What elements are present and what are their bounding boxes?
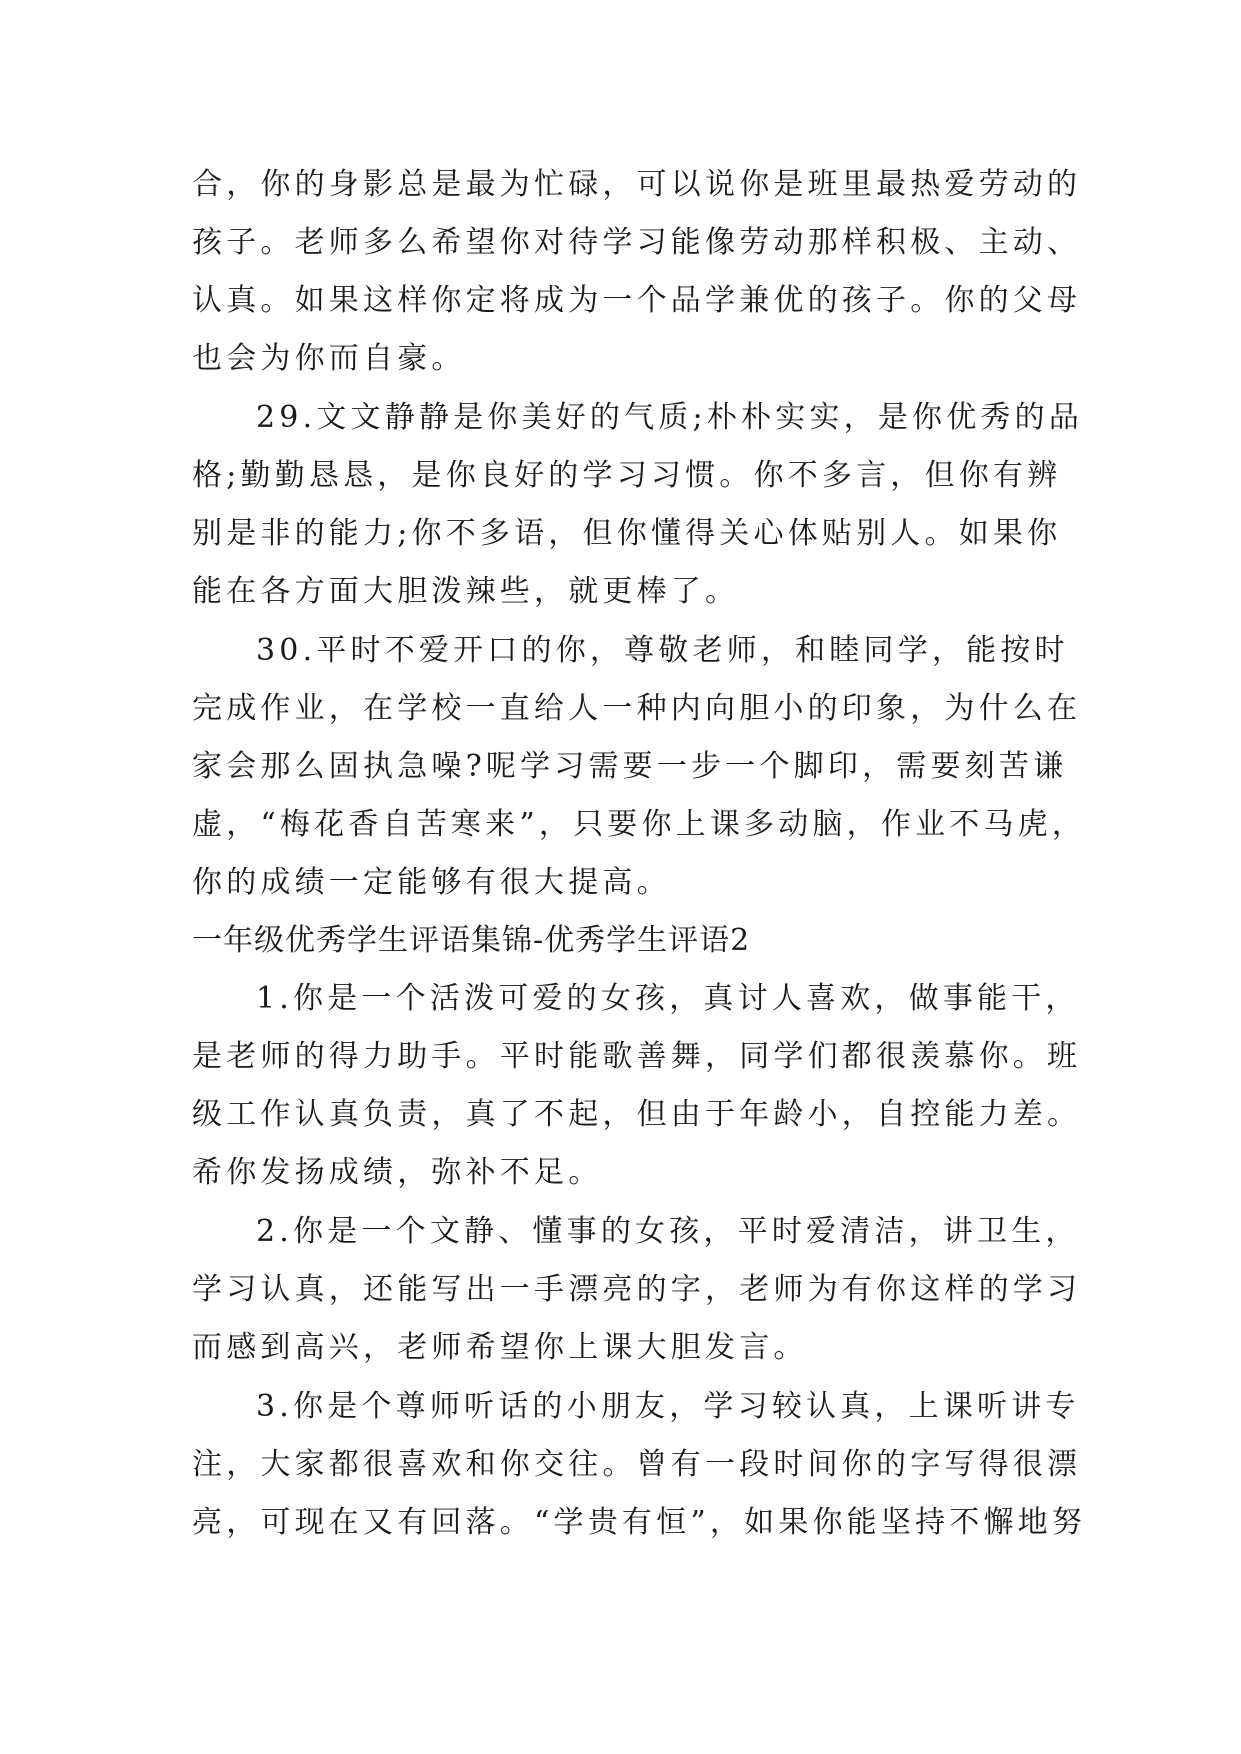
- text-line: 你的成绩一定能够有很大提高。: [192, 865, 671, 900]
- paragraph-29-start: 29.文文静静是你美好的气质;朴朴实实，是你优秀的品: [256, 400, 1084, 435]
- text-line: 是老师的得力助手。平时能歌善舞，同学们都很羡慕你。班: [192, 1039, 1082, 1074]
- text-line: 学习认真，还能写出一手漂亮的字，老师为有你这样的学习: [192, 1272, 1082, 1307]
- section-heading: 一年级优秀学生评语集锦-优秀学生评语2: [192, 923, 751, 958]
- text-line: 格;勤勤恳恳，是你良好的学习习惯。你不多言，但你有辨: [192, 458, 1062, 493]
- paragraph-1-start: 1.你是一个活泼可爱的女孩，真讨人喜欢，做事能干，: [256, 981, 1080, 1016]
- text-line: 认真。如果这样你定将成为一个品学兼优的孩子。你的父母: [192, 283, 1082, 318]
- text-line: 级工作认真负责，真了不起，但由于年龄小，自控能力差。: [192, 1097, 1082, 1132]
- text-line: 希你发扬成绩，弥补不足。: [192, 1155, 603, 1190]
- text-line: 孩子。老师多么希望你对待学习能像劳动那样积极、主动、: [192, 225, 1082, 260]
- text-line: 亮，可现在又有回落。“学贵有恒”，如果你能坚持不懈地努: [192, 1505, 1087, 1540]
- text-line: 虚，“梅花香自苦寒来”，只要你上课多动脑，作业不马虎，: [192, 807, 1087, 842]
- text-line: 完成作业，在学校一直给人一种内向胆小的印象，为什么在: [192, 691, 1082, 726]
- text-line: 别是非的能力;你不多语，但你懂得关心体贴别人。如果你: [192, 516, 1062, 551]
- text-line: 注，大家都很喜欢和你交往。曾有一段时间你的字写得很漂: [192, 1447, 1082, 1482]
- paragraph-3-start: 3.你是个尊师听话的小朋友，学习较认真，上课听讲专: [256, 1389, 1080, 1424]
- text-line: 也会为你而自豪。: [192, 341, 466, 376]
- text-line: 而感到高兴，老师希望你上课大胆发言。: [192, 1330, 808, 1365]
- text-line: 能在各方面大胆泼辣些，就更棒了。: [192, 574, 740, 609]
- paragraph-30-start: 30.平时不爱开口的你，尊敬老师，和睦同学，能按时: [256, 633, 1069, 668]
- paragraph-2-start: 2.你是一个文静、懂事的女孩，平时爱清洁，讲卫生，: [256, 1214, 1080, 1249]
- text-line: 家会那么固执急噪?呢学习需要一步一个脚印，需要刻苦谦: [192, 749, 1068, 784]
- text-line: 合，你的身影总是最为忙碌，可以说你是班里最热爱劳动的: [192, 167, 1082, 202]
